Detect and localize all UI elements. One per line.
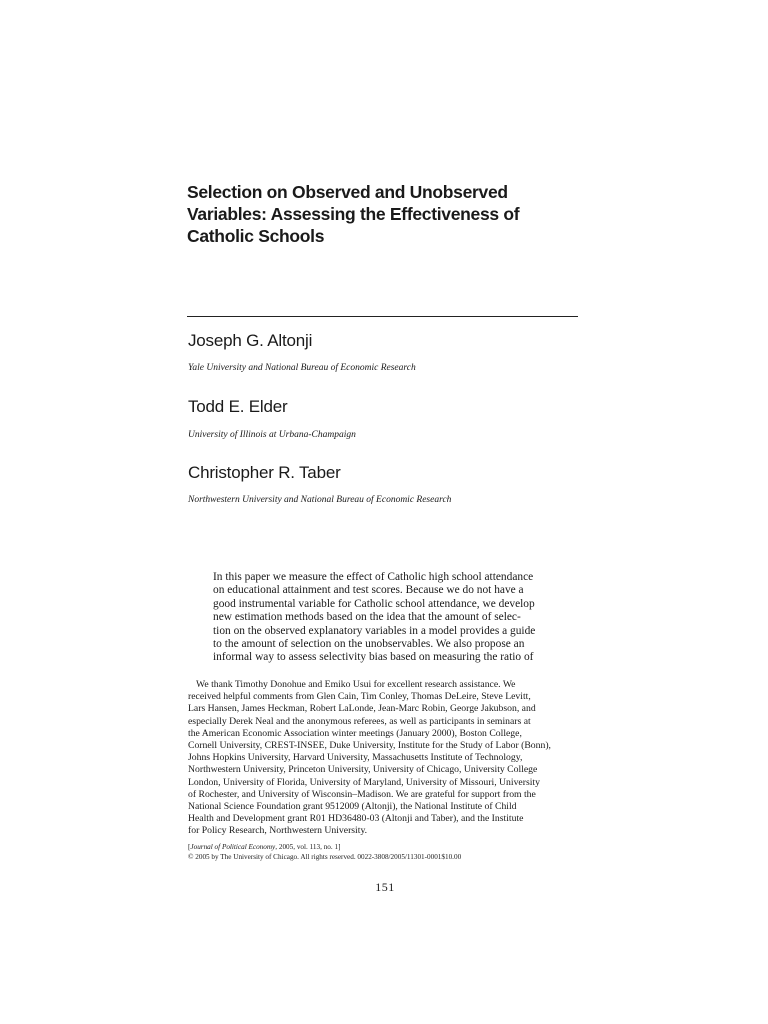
- abstract-line: to the amount of selection on the unobservables. We also propose an: [213, 638, 525, 651]
- title-line: Variables: Assessing the Effectiveness of: [187, 204, 520, 224]
- abstract-line: tion on the observed explanatory variables in a model provides a guide: [213, 624, 536, 637]
- author-affiliation: Yale University and National Bureau of Economic Research: [188, 363, 416, 373]
- acknowledgments-footnote: [188, 679, 580, 838]
- ack-line: National Science Foundation grant 9512009 (Altonji), the National Institute of Child: [188, 801, 517, 813]
- citation-details: , 2005, vol. 113, no. 1]: [275, 843, 341, 851]
- ack-line: of Rochester, and University of Wisconsin–Madison. We are grateful for support from the: [188, 788, 536, 800]
- ack-line: London, University of Florida, University of Maryland, University of Missouri, University: [188, 776, 540, 788]
- citation-bracket: [: [188, 843, 191, 851]
- ack-line: Cornell University, CREST-INSEE, Duke University, Institute for the Study of Labor (Bonn),: [188, 740, 551, 752]
- ack-line: Health and Development grant R01 HD36480-03 (Altonji and Taber), and the Institute: [188, 813, 524, 825]
- ack-line: especially Derek Neal and the anonymous referees, as well as participants in seminars at: [188, 715, 531, 727]
- ack-line: Northwestern University, Princeton University, University of Chicago, University College: [188, 764, 538, 776]
- page-number: 151: [375, 880, 395, 894]
- title-divider: [187, 316, 578, 317]
- author-affiliation: University of Illinois at Urbana-Champaign: [188, 430, 356, 440]
- abstract-line: informal way to assess selectivity bias based on measuring the ratio of: [213, 651, 534, 664]
- title-line: Catholic Schools: [187, 226, 325, 246]
- copyright-line: © 2005 by The University of Chicago. All rights reserved. 0022-3808/2005/11301-0001$10.00: [188, 853, 462, 861]
- title-line: Selection on Observed and Unobserved: [187, 182, 508, 202]
- author-name: Todd E. Elder: [188, 397, 288, 416]
- author-affiliation: Northwestern University and National Bureau of Economic Research: [188, 495, 452, 505]
- abstract-line: on educational attainment and test scores. Because we do not have a: [213, 584, 524, 597]
- ack-line: the American Economic Association winter meetings (January 2000), Boston College,: [188, 727, 522, 739]
- ack-line: We thank Timothy Donohue and Emiko Usui for excellent research assistance. We: [196, 679, 516, 690]
- abstract: [213, 571, 554, 665]
- author-name: Christopher R. Taber: [188, 463, 341, 482]
- abstract-line: In this paper we measure the effect of Catholic high school attendance: [213, 571, 534, 583]
- ack-line: Lars Hansen, James Heckman, Robert LaLonde, Jean-Marc Robin, George Jakubson, and: [188, 703, 536, 715]
- abstract-line: good instrumental variable for Catholic school attendance, we develop: [213, 597, 535, 610]
- article-title: [187, 181, 587, 247]
- ack-line: received helpful comments from Glen Cain, Tim Conley, Thomas DeLeire, Steve Levitt,: [188, 691, 531, 703]
- abstract-line: new estimation methods based on the idea that the amount of selec-: [213, 611, 521, 624]
- ack-line: Johns Hopkins University, Harvard University, Massachusetts Institute of Technology,: [188, 752, 523, 764]
- author-name: Joseph G. Altonji: [188, 331, 313, 350]
- citation-line: [188, 842, 580, 852]
- journal-name: Journal of Political Economy: [190, 843, 276, 851]
- ack-line: for Policy Research, Northwestern University.: [188, 825, 368, 837]
- journal-citation: [188, 842, 580, 862]
